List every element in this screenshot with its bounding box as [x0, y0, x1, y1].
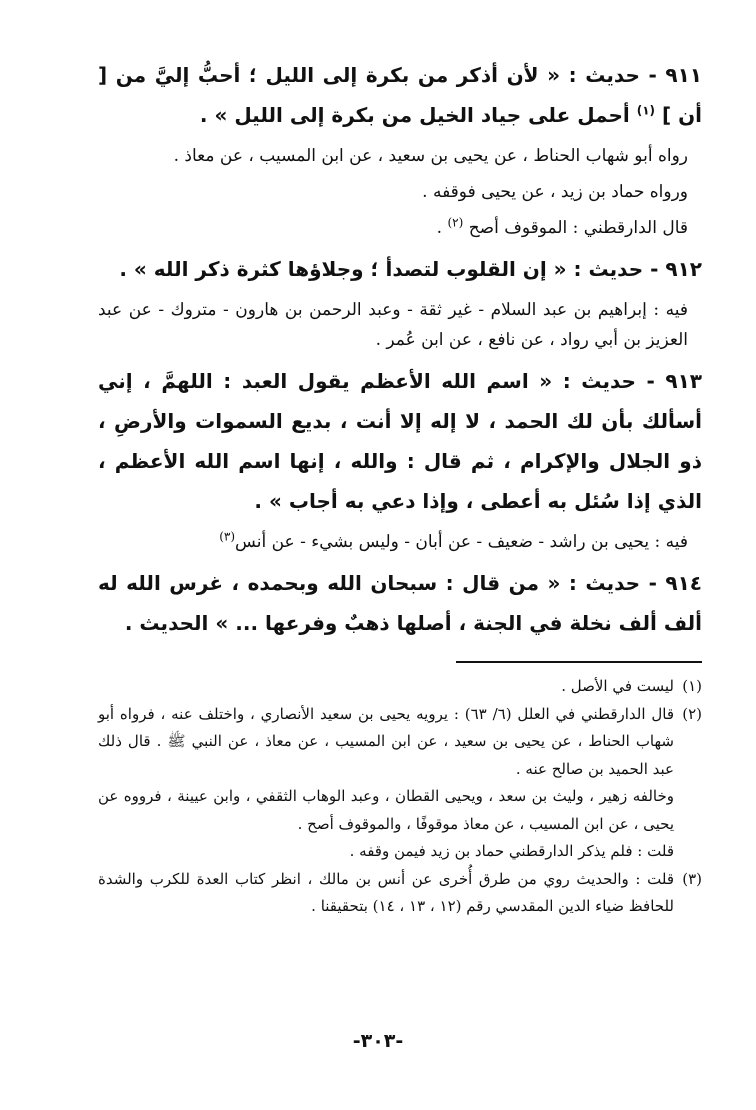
narration-911-2: ورواه حماد بن زيد ، عن يحيى فوقفه . [422, 182, 688, 202]
footnote-2-text-a: قال الدارقطني في العلل (٦/ ٦٣) : يرويه يحيى بن سعيد الأنصاري ، واختلف عنه ، فرواه أبو شهاب الحناط ، عن يحيى بن سعيد ، عن ابن المسيب ، عن معاذ ، عن النبي ﷺ . قال ذلك عبد الحميد بن صالح عنه . [98, 704, 675, 778]
footnote-2-c: قلت : فلم يذكر الدارقطني حماد بن زيد فيمن وقفه . [349, 842, 674, 860]
footnote-2 [98, 701, 702, 784]
hadith-912: ٩١٢ - حديث : « إن القلوب لتصدأ ؛ وجلاؤها كثرة ذكر الله » . [119, 257, 702, 281]
page-body [98, 55, 702, 921]
hadith-911-text: ٩١١ - حديث : « لأن أذكر من بكرة إلى الليل ؛ أحبُّ إليَّ من [ أن ] [98, 63, 702, 127]
narration-911-1: رواه أبو شهاب الحناط ، عن يحيى بن سعيد ، عن ابن المسيب ، عن معاذ . [173, 146, 688, 166]
narration-912-1: فيه : إبراهيم بن عبد السلام - غير ثقة - وعبد الرحمن بن هارون - متروك - عن عبد العزيز بن أبي رواد ، عن نافع ، عن ابن عُمر . [98, 300, 688, 350]
footnote-3 [98, 866, 702, 921]
footnote-separator [456, 661, 702, 663]
footnote-ref-3[interactable]: (٣) [219, 529, 236, 544]
hadith-911-cont: أحمل على جياد الخيل من بكرة إلى الليل » . [199, 103, 630, 127]
narration-911-3-end: . [436, 218, 448, 238]
narration-911-3 [98, 213, 702, 243]
hadith-914: ٩١٤ - حديث : « من قال : سبحان الله وبحمده ، غرس الله له ألف ألف نخلة في الجنة ، أصلها ذهبٌ وفرعها ... » الحديث . [98, 571, 702, 635]
page-number: -٣٠٣- [352, 1030, 404, 1052]
footnote-ref-1[interactable]: (١) [636, 103, 655, 118]
narration-911-3-text: قال الدارقطني : الموقوف أصح [468, 218, 688, 238]
footnotes [98, 673, 702, 921]
hadith-913: ٩١٣ - حديث : « اسم الله الأعظم يقول العبد : اللهمَّ ، إني أسألك بأن لك الحمد ، لا إله إلا أنت ، بديع السموات والأرضِ ، ذو الجلال والإكرام ، ثم قال : والله ، إنها اسم الله الأعظم ، الذي إذا سُئل به أعطى ، وإذا دعي به أجاب » . [98, 369, 702, 513]
footnote-1 [98, 673, 702, 701]
narration-913-1-text: فيه : يحيى بن راشد - ضعيف - عن أبان - وليس بشيء - عن أنس [235, 532, 688, 552]
hadith-911 [98, 55, 702, 135]
footnote-1-number: (١) [682, 677, 702, 695]
footnote-3-number: (٣) [682, 869, 702, 888]
footnote-2-b: وخالفه زهير ، وليث بن سعد ، ويحيى القطان ، وعبد الوهاب الثقفي ، وابن عيينة ، فرووه عن يحيى ، عن ابن المسيب ، عن معاذ موقوفًا ، والموقوف أصح . [98, 787, 674, 833]
footnote-1-text: ليست في الأصل . [561, 677, 674, 695]
footnote-3-text: قلت : والحديث روي من طرق أُخرى عن أنس بن مالك ، انظر كتاب العدة للكرب والشدة للحافظ ضياء الدين المقدسي رقم (١٢ ، ١٣ ، ١٤) بتحقيقنا . [98, 869, 674, 915]
footnote-ref-2[interactable]: (٢) [447, 215, 464, 230]
footnote-2-number: (٢) [682, 704, 702, 723]
narration-913-1 [98, 527, 702, 557]
